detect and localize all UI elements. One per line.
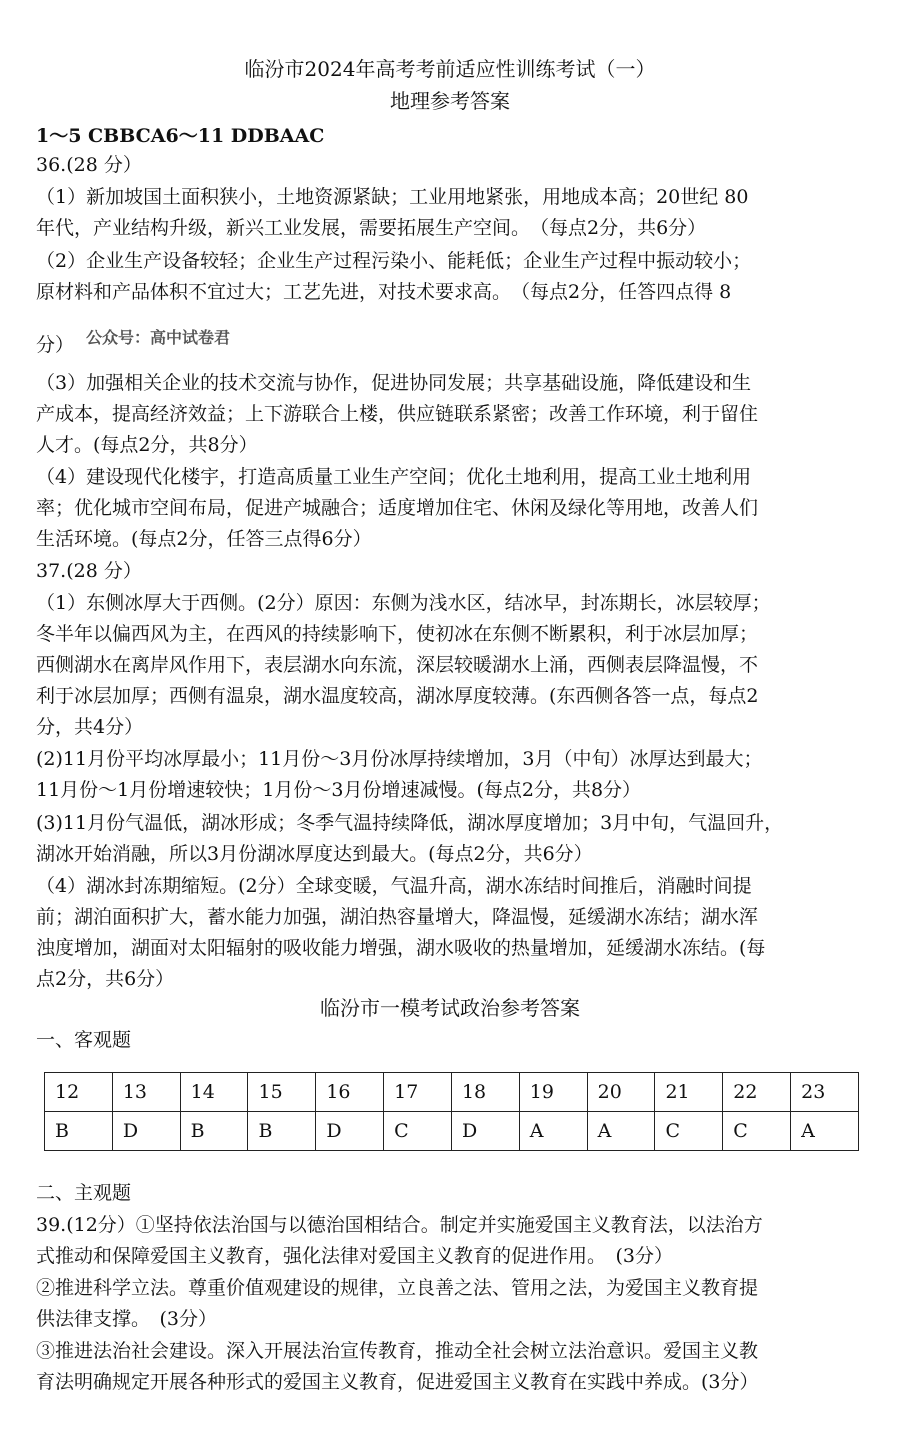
question-number-cell: 18 (451, 1073, 519, 1112)
answer-cell: D (316, 1112, 384, 1151)
answer-cell: A (587, 1112, 655, 1151)
q37-p3-line: 湖冰开始消融，所以3月份湖冰厚度达到最大。(每点2分，共6分） (36, 843, 593, 865)
q37-p1-line: 冬半年以偏西风为主，在西风的持续影响下，使初冰在东侧不断累积，利于冰层加厚； (36, 623, 759, 645)
question-number-cell: 20 (587, 1073, 655, 1112)
answer-cell: A (791, 1112, 859, 1151)
q37-p4-line: 浊度增加，湖面对太阳辐射的吸收能力增强，湖水吸收的热量增加，延缓湖水冻结。(每 (36, 937, 766, 959)
question-number-cell: 23 (791, 1073, 859, 1112)
answer-cell: B (180, 1112, 248, 1151)
q37-p2-line: (2)11月份平均冰厚最小；11月份～3月份冰厚持续增加，3月（中旬）冰厚达到最大； (36, 748, 763, 770)
q37-p1-line: 利于冰层加厚；西侧有温泉，湖水温度较高，湖冰厚度较薄。(东西侧各答一点，每点2 (36, 685, 759, 707)
q37-p2-line: 11月份～1月份增速较快；1月份～3月份增速减慢。(每点2分，共8分） (36, 779, 642, 801)
answer-cell: C (384, 1112, 452, 1151)
q37-p4-line: 点2分，共6分） (36, 968, 175, 990)
q36-p3-line: 产成本，提高经济效益；上下游联合上楼，供应链联系紧密；改善工作环境，利于留住 (36, 403, 759, 425)
question-number-cell: 22 (723, 1073, 791, 1112)
q36-p2-line: （2）企业生产设备较轻；企业生产过程污染小、能耗低；企业生产过程中振动较小； (36, 250, 752, 272)
answer-cell: D (112, 1112, 180, 1151)
q37-p1-line: （1）东侧冰厚大于西侧。(2分）原因：东侧为浅水区，结冰早，封冻期长，冰层较厚； (36, 592, 771, 614)
q39-line: ②推进科学立法。尊重价值观建设的规律，立良善之法、管用之法，为爱国主义教育提 (36, 1277, 759, 1299)
section-objective-heading: 一、客观题 (36, 1029, 132, 1051)
question-number-cell: 16 (316, 1073, 384, 1112)
question-number-cell: 19 (519, 1073, 587, 1112)
page-title: 临汾市2024年高考考前适应性训练考试（一） (244, 57, 656, 81)
q39-line: ③推进法治社会建设。深入开展法治宣传教育，推动全社会树立法治意识。爱国主义教 (36, 1340, 759, 1362)
q36-p3-line: （3）加强相关企业的技术交流与协作，促进协同发展；共享基础设施，降低建设和生 (36, 372, 752, 394)
q37-p4-line: （4）湖冰封冻期缩短。(2分）全球变暖，气温升高，湖水冻结时间推后，消融时间提 (36, 875, 752, 897)
q36-p2-line: 原材料和产品体积不宜过大；工艺先进，对技术要求高。 （每点2分，任答四点得 8 (36, 281, 732, 303)
politics-title: 临汾市一模考试政治参考答案 (320, 996, 580, 1020)
objective-answer-table (44, 1072, 859, 1151)
q39-line: 供法律支撑。 (3分） (36, 1308, 218, 1330)
question-number-cell: 17 (384, 1073, 452, 1112)
answer-cell: B (248, 1112, 316, 1151)
q36-p4-line: 率；优化城市空间布局，促进产城融合；适度增加住宅、休闲及绿化等用地，改善人们 (36, 497, 759, 519)
answer-cell: B (45, 1112, 113, 1151)
q36-p3-line: 人才。(每点2分，共8分） (36, 434, 258, 456)
section-subjective-heading: 二、主观题 (36, 1182, 132, 1204)
question-number-cell: 21 (655, 1073, 723, 1112)
question-number-cell: 12 (45, 1073, 113, 1112)
q36-p1-line: （1）新加坡国土面积狭小，土地资源紧缺；工业用地紧张，用地成本高；20世纪 80 (36, 186, 749, 208)
mcq-answer-line: 1～5 CBBCA6～11 DDBAAC (36, 125, 325, 147)
question-number-cell: 15 (248, 1073, 316, 1112)
question-number-cell: 13 (112, 1073, 180, 1112)
q37-p3-line: (3)11月份气温低，湖冰形成；冬季气温持续降低，湖冰厚度增加；3月中旬，气温回升， (36, 812, 784, 834)
q37-p1-line: 西侧湖水在离岸风作用下，表层湖水向东流，深层较暖湖水上涌，西侧表层降温慢，不 (36, 654, 759, 676)
page-subtitle: 地理参考答案 (390, 89, 510, 113)
q39-line: 育法明确规定开展各种形式的爱国主义教育，促进爱国主义教育在实践中养成。(3分） (36, 1371, 759, 1393)
q36-p4-line: （4）建设现代化楼宇，打造高质量工业生产空间；优化土地利用，提高工业土地利用 (36, 466, 752, 488)
answer-cell: C (723, 1112, 791, 1151)
q37-p4-line: 前；湖泊面积扩大，蓄水能力加强，湖泊热容量增大，降温慢，延缓湖水冻结；湖水浑 (36, 906, 759, 928)
q39-line: 39.(12分）①坚持依法治国与以德治国相结合。制定并实施爱国主义教育法，以法治方 (36, 1214, 763, 1236)
question-number-row (45, 1073, 859, 1112)
answer-row (45, 1112, 859, 1151)
q36-p1-line: 年代，产业结构升级，新兴工业发展，需要拓展生产空间。 （每点2分，共6分） (36, 217, 707, 239)
q37-p1-line: 分，共4分） (36, 716, 144, 738)
question-number-cell: 14 (180, 1073, 248, 1112)
answer-cell: D (451, 1112, 519, 1151)
q37-label: 37.(28 分） (36, 560, 142, 582)
answer-cell: C (655, 1112, 723, 1151)
q36-p4-line: 生活环境。(每点2分，任答三点得6分） (36, 528, 372, 550)
q39-line: 式推动和保障爱国主义教育，强化法律对爱国主义教育的促进作用。 (3分） (36, 1245, 674, 1267)
answer-cell: A (519, 1112, 587, 1151)
q36-p2-line: 分） (36, 334, 75, 356)
q36-label: 36.(28 分） (36, 154, 142, 176)
watermark-text: 公众号：高中试卷君 (86, 328, 231, 347)
